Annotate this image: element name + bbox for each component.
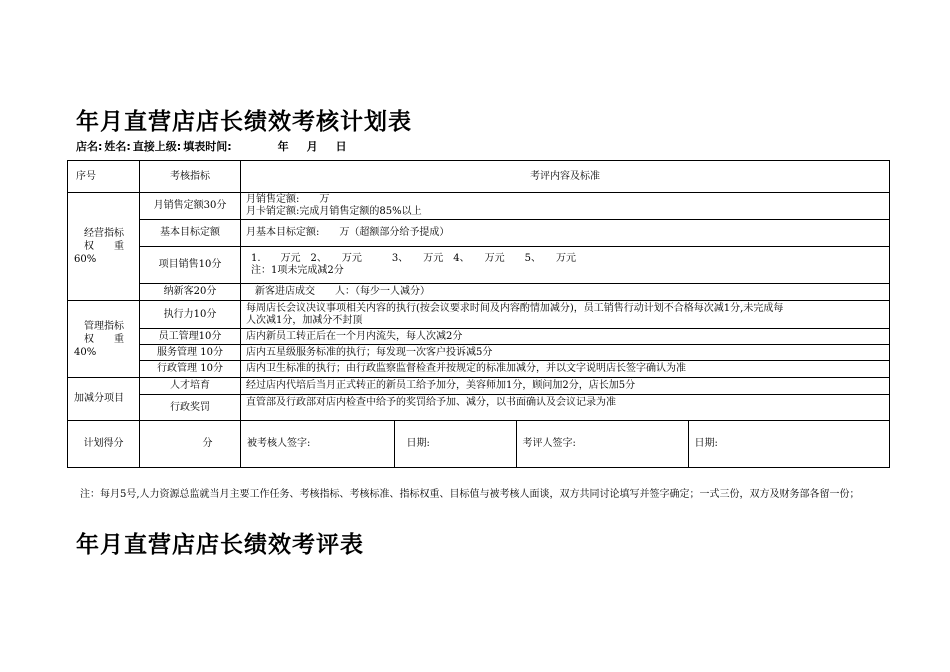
table-row [68, 345, 890, 361]
table-row [68, 193, 890, 220]
content-cell: 经过店内代培后当月正式转正的新员工给予加分，美容师加1分，顾问加2分，店长加5分 [241, 378, 890, 395]
content-cell: 店内卫生标准的执行；由行政监察监督检查并按规定的标准加减分，并以文字说明店长签字确认为准 [241, 361, 890, 378]
fill-time-label: 填表时间: [183, 140, 232, 153]
footer-row [68, 421, 890, 468]
table-row [68, 361, 890, 378]
footnote: 注：每月5号,人力资源总监就当月主要工作任务、考核指标、考核标准、指标权重、目标值与被考核人面谈，双方共同讨论填写并签字确定；一式三份，双方及财务部各留一份； [80, 489, 860, 500]
content-cell: 直管部及行政部对店内检查中给予的奖罚给予加、减分，以书面确认及会议记录为准 [241, 395, 890, 421]
plan-score-label: 计划得分 [68, 421, 140, 468]
signature-area [241, 421, 890, 468]
indicator-cell: 月销售定额30分 [140, 193, 241, 220]
group-management: 管理指标 权 重 40% [68, 301, 140, 378]
header-no: 序号 [68, 161, 140, 193]
group-bonus: 加减分项目 [68, 378, 140, 421]
table-row [68, 301, 890, 329]
content-cell: 店内新员工转正后在一个月内流失，每人次减2分 [241, 329, 890, 345]
appraiser-signature-field[interactable]: 考评人签字: [516, 421, 688, 467]
content-cell: 新客进店成交 人：（每少一人减分） [241, 284, 890, 301]
table-row [68, 247, 890, 284]
appraisee-signature-field[interactable]: 被考核人签字: [247, 438, 311, 449]
appraiser-date-field[interactable]: 日期: [688, 421, 890, 467]
header-row [68, 161, 890, 193]
indicator-cell: 人才培育 [140, 378, 241, 395]
group-operating: 经营指标 权 重 60% [68, 193, 140, 301]
indicator-cell: 基本目标定额 [140, 220, 241, 247]
table-row [68, 329, 890, 345]
content-cell: 月销售定额: 万 月卡销定额:完成月销售定额的85%以上 [241, 193, 890, 220]
content-cell: 每周店长会议决议事项相关内容的执行(按会议要求时间及内容酌情加减分)，员工销售行动计划不合格每次减1分,未完成每 人次减1分，加减分不封顶 [241, 301, 890, 329]
content-cell: 月基本目标定额: 万（超额部分给予提成） [241, 220, 890, 247]
plan-score-unit: 分 [140, 421, 241, 468]
assessment-table [67, 160, 890, 468]
indicator-cell: 项目销售10分 [140, 247, 241, 284]
superior-label: 直接上级: [132, 140, 182, 153]
indicator-cell: 执行力10分 [140, 301, 241, 329]
appraisee-date-field[interactable]: 日期: [394, 421, 516, 467]
indicator-cell: 行政管理 10分 [140, 361, 241, 378]
content-cell: 店内五星级服务标准的执行；每发现一次客户投诉减5分 [241, 345, 890, 361]
form-meta-line [76, 138, 349, 154]
header-content: 考评内容及标准 [241, 161, 890, 193]
indicator-cell: 行政奖罚 [140, 395, 241, 421]
header-indicator: 考核指标 [140, 161, 241, 193]
table-row [68, 284, 890, 301]
table-row [68, 220, 890, 247]
content-cell: 1. 万元 2、 万元 3、 万元 4、 万元 5、 万元 注：1项未完成减2分 [241, 247, 890, 284]
section-title: 年月直营店店长绩效考评表 [76, 532, 364, 558]
day-label: 日 [335, 140, 347, 153]
store-label: 店名: [76, 140, 103, 153]
page-title: 年月直营店店长绩效考核计划表 [76, 109, 412, 135]
indicator-cell: 员工管理10分 [140, 329, 241, 345]
year-label: 年 [277, 140, 289, 153]
indicator-cell: 服务管理 10分 [140, 345, 241, 361]
name-label: 姓名: [104, 140, 131, 153]
indicator-cell: 纳新客20分 [140, 284, 241, 301]
month-label: 月 [306, 140, 318, 153]
table-row [68, 395, 890, 421]
table-row [68, 378, 890, 395]
